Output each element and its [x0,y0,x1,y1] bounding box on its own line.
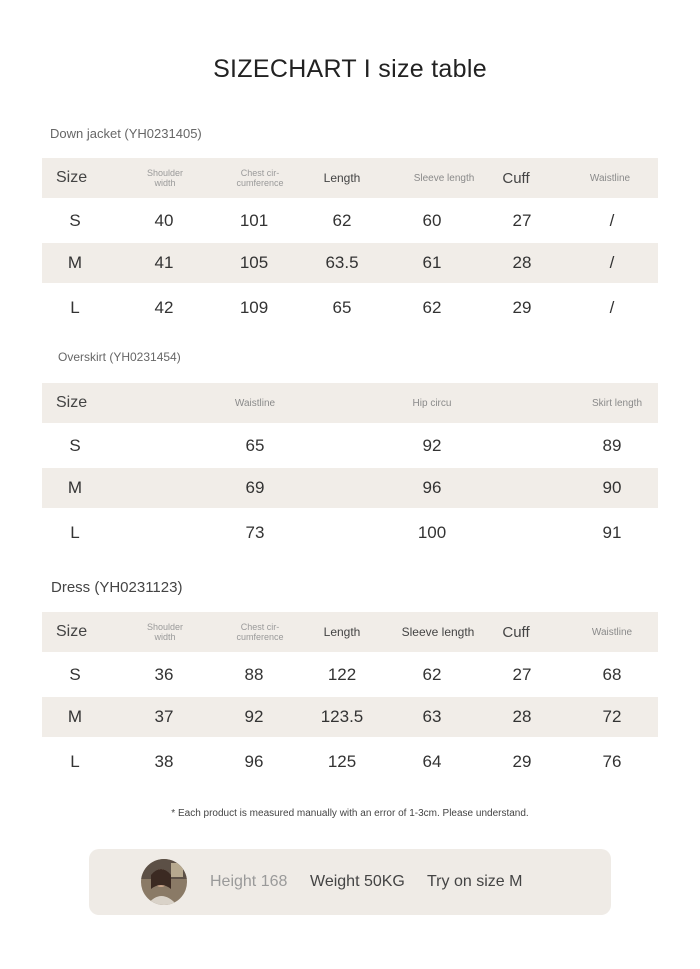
cell-sleeve: 63 [422,707,442,726]
cell-cuff: 28 [512,253,532,272]
cell-chest: 101 [239,210,269,230]
table-header-row [42,383,658,423]
cell-shoulder: 36 [154,664,174,684]
dress-label: Dress (YH0231123) [51,579,183,596]
table-row [42,697,658,737]
cell-length: 123.5 [320,707,364,726]
cell-length: 62 [332,210,352,230]
cell-length: 122 [327,664,357,684]
table-row [42,283,658,333]
table-row [42,468,658,508]
cell-shoulder: 40 [154,210,174,230]
header-shoulder-width: Shoulder width [146,168,184,188]
cell-waistline: 73 [245,523,265,542]
table-header-row [42,158,658,198]
header-sleeve-length: Sleeve length [401,625,475,639]
cell-hip: 96 [422,478,442,497]
cell-size: M [67,478,83,497]
header-waistline: Waistline [591,626,633,638]
table-row [42,243,658,283]
model-height: Height 168 [210,873,288,890]
page-title: SIZECHART I size table [213,55,487,83]
cell-waistline: 72 [602,707,622,726]
cell-size: S [69,435,81,455]
table-header-row [42,612,658,652]
header-size: Size [56,623,88,640]
model-info-box [89,849,611,915]
header-chest-circumference: Chest cir-cumference [236,168,284,188]
cell-cuff: 29 [512,298,532,317]
measurement-note: * Each product is measured manually with an error of 1-3cm. Please understand. [171,808,529,819]
cell-waistline: 76 [602,752,622,771]
cell-cuff: 27 [512,210,532,230]
cell-shoulder: 37 [154,707,174,726]
cell-skirt-length: 89 [602,435,622,455]
cell-shoulder: 38 [154,752,174,771]
header-cuff: Cuff [502,169,530,187]
cell-shoulder: 41 [154,253,174,272]
cell-waistline: / [609,210,615,230]
header-length: Length [323,625,361,639]
header-size: Size [56,394,88,411]
overskirt-label: Overskirt (YH0231454) [58,350,181,364]
cell-sleeve: 64 [422,752,442,771]
down-jacket-table [42,158,658,333]
cell-waistline: 69 [245,478,265,497]
cell-length: 63.5 [325,253,359,272]
cell-length: 125 [327,752,357,771]
cell-size: M [67,707,83,726]
header-length: Length [323,171,361,185]
cell-chest: 92 [244,707,264,726]
cell-waistline: / [609,253,615,272]
dress-table [42,612,658,787]
header-size: Size [56,169,88,186]
table-row [42,652,658,697]
cell-waistline: / [609,298,615,317]
cell-length: 65 [332,298,352,317]
cell-chest: 109 [239,298,269,317]
cell-sleeve: 62 [422,664,442,684]
cell-hip: 100 [417,523,447,542]
table-row [42,198,658,243]
table-row [42,737,658,787]
header-cuff: Cuff [502,623,530,641]
table-row [42,508,658,558]
cell-chest: 105 [239,253,269,272]
cell-size: S [69,664,81,684]
cell-sleeve: 60 [422,210,442,230]
overskirt-table [42,383,658,558]
cell-cuff: 29 [512,752,532,771]
header-sleeve-length: Sleeve length [413,172,475,184]
cell-size: S [69,210,81,230]
header-shoulder-width: Shoulder width [146,622,184,642]
cell-waistline: 65 [245,435,265,455]
header-chest-circumference: Chest cir-cumference [236,622,284,642]
cell-sleeve: 61 [422,253,442,272]
model-weight: Weight 50KG [310,873,405,890]
header-waistline: Waistline [234,397,276,409]
cell-shoulder: 42 [154,298,174,317]
cell-skirt-length: 90 [602,478,622,497]
avatar [141,859,187,905]
cell-size: M [67,253,83,272]
cell-waistline: 68 [602,664,622,684]
cell-size: L [70,298,80,317]
cell-chest: 96 [244,752,264,771]
cell-cuff: 28 [512,707,532,726]
table-row [42,423,658,468]
cell-chest: 88 [244,664,264,684]
header-hip-circumference: Hip circu [412,397,452,409]
header-waistline: Waistline [589,172,631,184]
model-try-on-size: Try on size M [427,873,523,890]
header-skirt-length: Skirt length [591,397,643,409]
cell-size: L [70,523,80,542]
cell-skirt-length: 91 [602,523,622,542]
cell-hip: 92 [422,435,442,455]
down-jacket-label: Down jacket (YH0231405) [50,126,202,141]
cell-sleeve: 62 [422,298,442,317]
cell-size: L [70,752,80,771]
cell-cuff: 27 [512,664,532,684]
